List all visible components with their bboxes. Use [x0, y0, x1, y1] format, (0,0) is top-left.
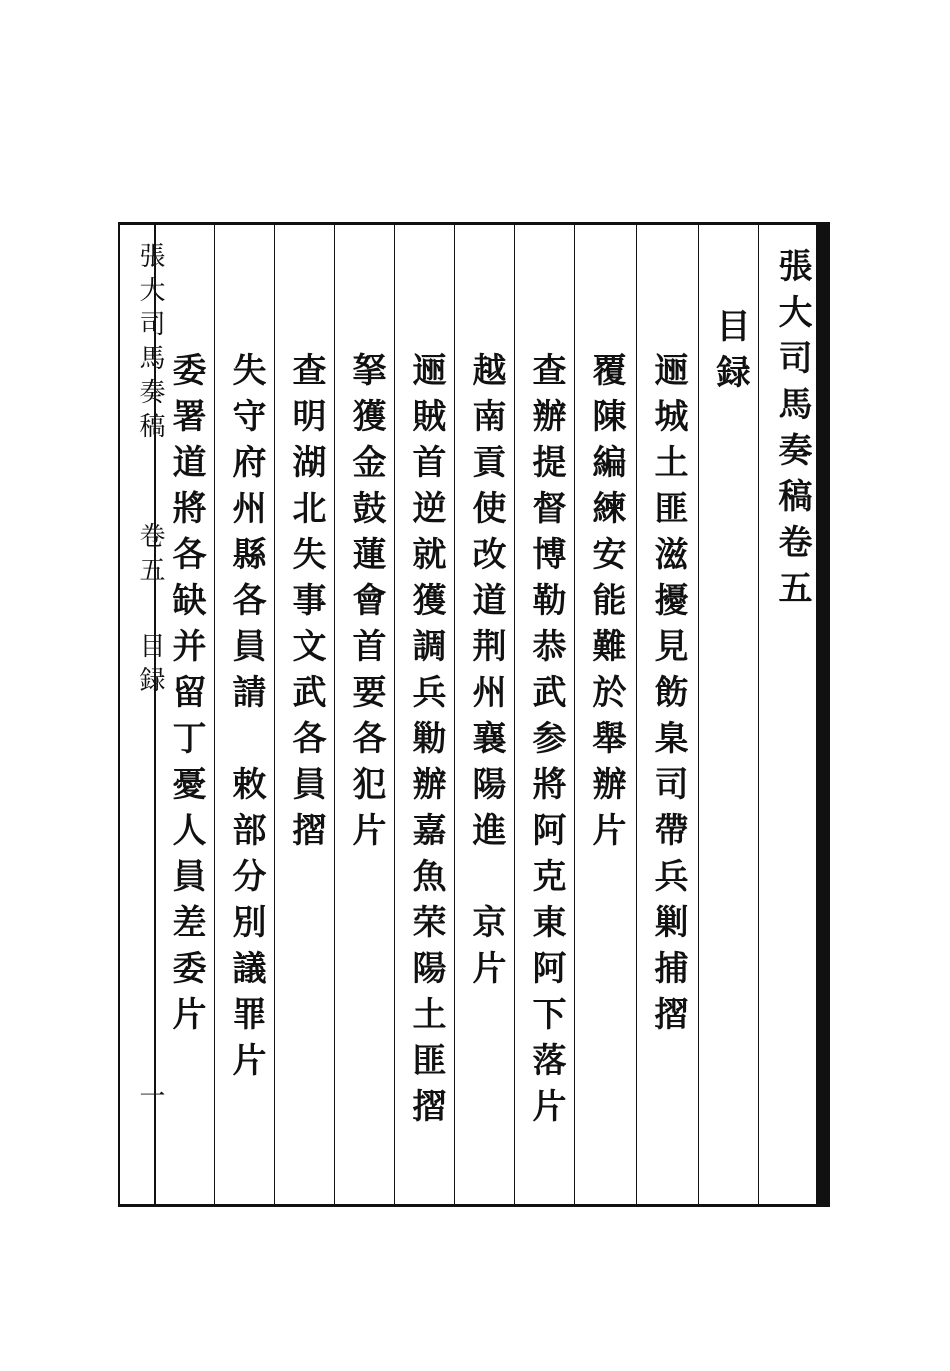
column-divider	[636, 222, 637, 1207]
entry-column	[276, 222, 336, 1207]
contents-entry: 覆陳編練安能難於舉辦片	[586, 352, 626, 858]
contents-entry: 逦城土匪滋擾見飭臬司帶兵剿捕摺	[648, 352, 688, 1042]
contents-entry: 逦賊首逆就獲調兵勦辦嘉魚荣陽土匪摺	[406, 352, 446, 1134]
entry-column	[456, 222, 516, 1207]
entry-column	[638, 222, 698, 1207]
contents-heading: 目録	[710, 308, 750, 400]
title-column	[762, 222, 822, 1207]
contents-entry: 查明湖北失事文武各員摺	[286, 352, 326, 858]
entry-column	[516, 222, 576, 1207]
contents-entry: 委署道將各缺并留丁憂人員差委片	[166, 352, 206, 1042]
entry-column	[336, 222, 396, 1207]
column-divider	[698, 222, 699, 1207]
contents-entry: 失守府州縣各員請 敕部分別議罪片	[226, 352, 266, 1088]
entry-column	[396, 222, 456, 1207]
contents-entry: 越南貢使改道荆州襄陽進 京片	[466, 352, 506, 996]
entry-column	[576, 222, 636, 1207]
margin-title: 張大司馬奏稿	[135, 242, 165, 446]
contents-entry: 查辦提督博勒恭武参將阿克東阿下落片	[526, 352, 566, 1134]
heading-column	[700, 222, 760, 1207]
entry-column	[216, 222, 276, 1207]
contents-entry: 拏獲金鼓蓮會首要各犯片	[346, 352, 386, 858]
margin-page-number: 一	[135, 1082, 165, 1116]
volume-title: 張大司馬奏稿卷五	[772, 248, 812, 616]
margin-section: 目録	[135, 632, 165, 700]
margin-volume: 卷五	[135, 522, 165, 590]
entry-column	[156, 222, 216, 1207]
margin-column	[118, 222, 165, 1207]
page-frame	[118, 222, 830, 1207]
